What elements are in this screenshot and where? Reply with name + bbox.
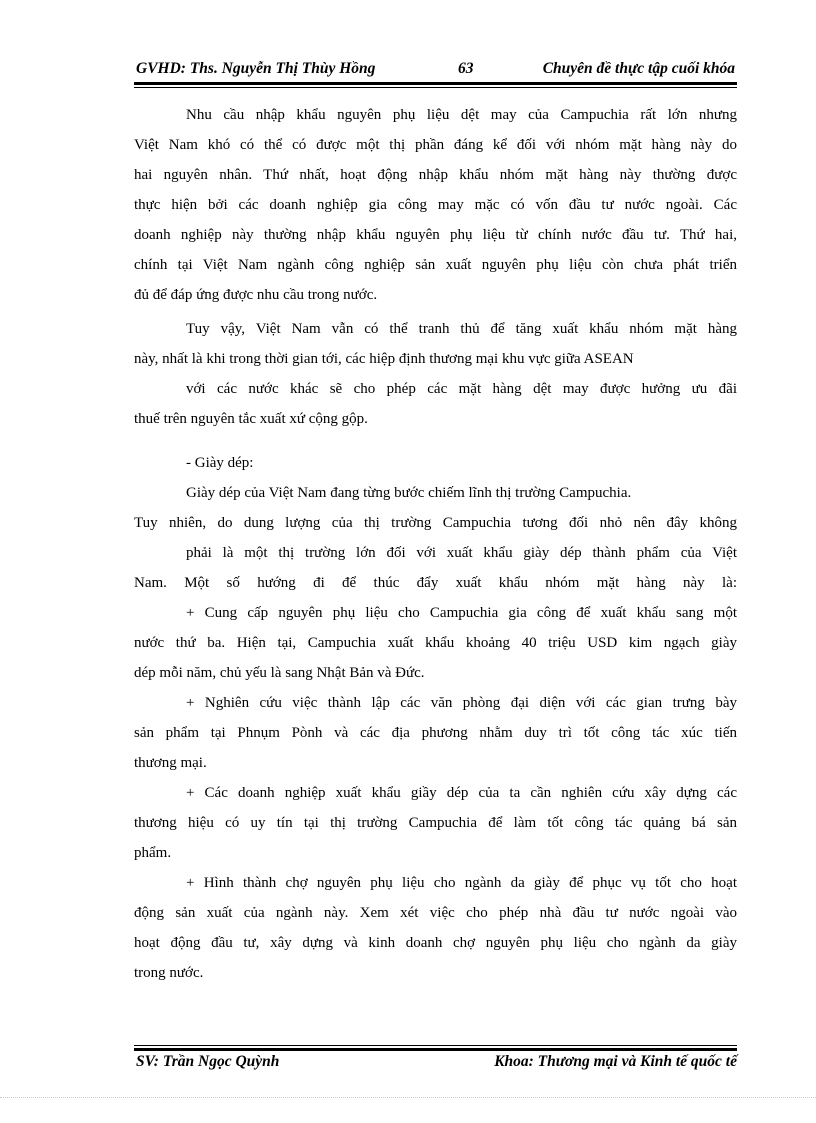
footer-student: SV: Trần Ngọc Quỳnh [136,1053,280,1070]
text-line: Tuy vậy, Việt Nam vẫn có thể tranh thủ để tăng xuất khẩu nhóm mặt hàng [186,321,737,337]
text-line: Giày dép của Việt Nam đang từng bước chiếm lĩnh thị trường Campuchia. [186,485,632,501]
text-line: thương hiệu có uy tín tại thị trường Campuchia để làm tốt công tác quảng bá sản [134,815,737,831]
text-line: Việt Nam khó có thể có được một thị phần đáng kể đối với nhóm mặt hàng này do [134,137,737,153]
text-line: dép mỗi năm, chủ yếu là sang Nhật Bản và Đức. [134,665,425,681]
text-line: doanh nghiệp này thường nhập khẩu nguyên phụ liệu từ chính nước đầu tư. Thứ hai, [134,227,737,243]
list-item: + Cung cấp nguyên phụ liệu cho Campuchia gia công để xuất khẩu sang một [186,605,737,621]
footer-rule [134,1045,737,1051]
text-line: hoạt động đầu tư, xây dựng và kinh doanh chợ nguyên phụ liệu cho ngành da giày [134,935,737,951]
text-line: hai nguyên nhân. Thứ nhất, hoạt động nhập khẩu nhóm mặt hàng này thường được [134,167,737,183]
text-line: đủ để đáp ứng được nhu cầu trong nước. [134,287,378,303]
page-footer [134,1053,737,1075]
text-line: phải là một thị trường lớn đối với xuất khẩu giày dép thành phẩm của Việt [186,545,737,561]
text-line: trong nước. [134,965,204,981]
list-item: + Hình thành chợ nguyên phụ liệu cho ngành da giày để phục vụ tốt cho hoạt [186,875,737,891]
text-line: thuế trên nguyên tắc xuất xứ cộng gộp. [134,411,368,427]
text-line: sản phẩm tại Phnụm Pònh và các địa phương nhằm duy trì tốt công tác xúc tiến [134,725,737,741]
page-header [134,60,737,82]
text-line: động sản xuất của ngành này. Xem xét việc cho phép nhà đầu tư nước ngoài vào [134,905,737,921]
list-item: + Nghiên cứu việc thành lập các văn phòng đại diện với các gian trưng bày [186,695,737,711]
text-line: phẩm. [134,845,172,861]
footer-faculty: Khoa: Thương mại và Kinh tế quốc tế [494,1053,737,1070]
text-line: chính tại Việt Nam ngành công nghiệp sản xuất nguyên phụ liệu còn chưa phát triển [134,257,737,273]
page-bottom-divider [0,1097,816,1098]
page-number: 63 [458,60,474,77]
text-line: nước thứ ba. Hiện tại, Campuchia xuất khẩu khoảng 40 triệu USD kim ngạch giày [134,635,737,651]
text-line: với các nước khác sẽ cho phép các mặt hàng dệt may được hưởng ưu đãi [186,381,737,397]
text-line: này, nhất là khi trong thời gian tới, các hiệp định thương mại khu vực giữa ASEAN [134,351,634,367]
header-rule [134,82,737,88]
text-line: Nam. Một số hướng đi để thúc đẩy xuất khẩu nhóm mặt hàng này là: [134,575,737,591]
section-heading: - Giày dép: [186,455,254,471]
list-item: + Các doanh nghiệp xuất khẩu giầy dép của ta cần nghiên cứu xây dựng các [186,785,737,801]
header-report-title: Chuyên đề thực tập cuối khóa [542,60,735,77]
header-supervisor: GVHD: Ths. Nguyễn Thị Thùy Hồng [136,60,376,77]
text-line: Tuy nhiên, do dung lượng của thị trường Campuchia tương đối nhỏ nên đây không [134,515,737,531]
text-line: thương mại. [134,755,207,771]
text-line: Nhu cầu nhập khẩu nguyên phụ liệu dệt may của Campuchia rất lớn nhưng [186,107,737,123]
text-line: thực hiện bởi các doanh nghiệp gia công may mặc có vốn đầu tư nước ngoài. Các [134,197,737,213]
